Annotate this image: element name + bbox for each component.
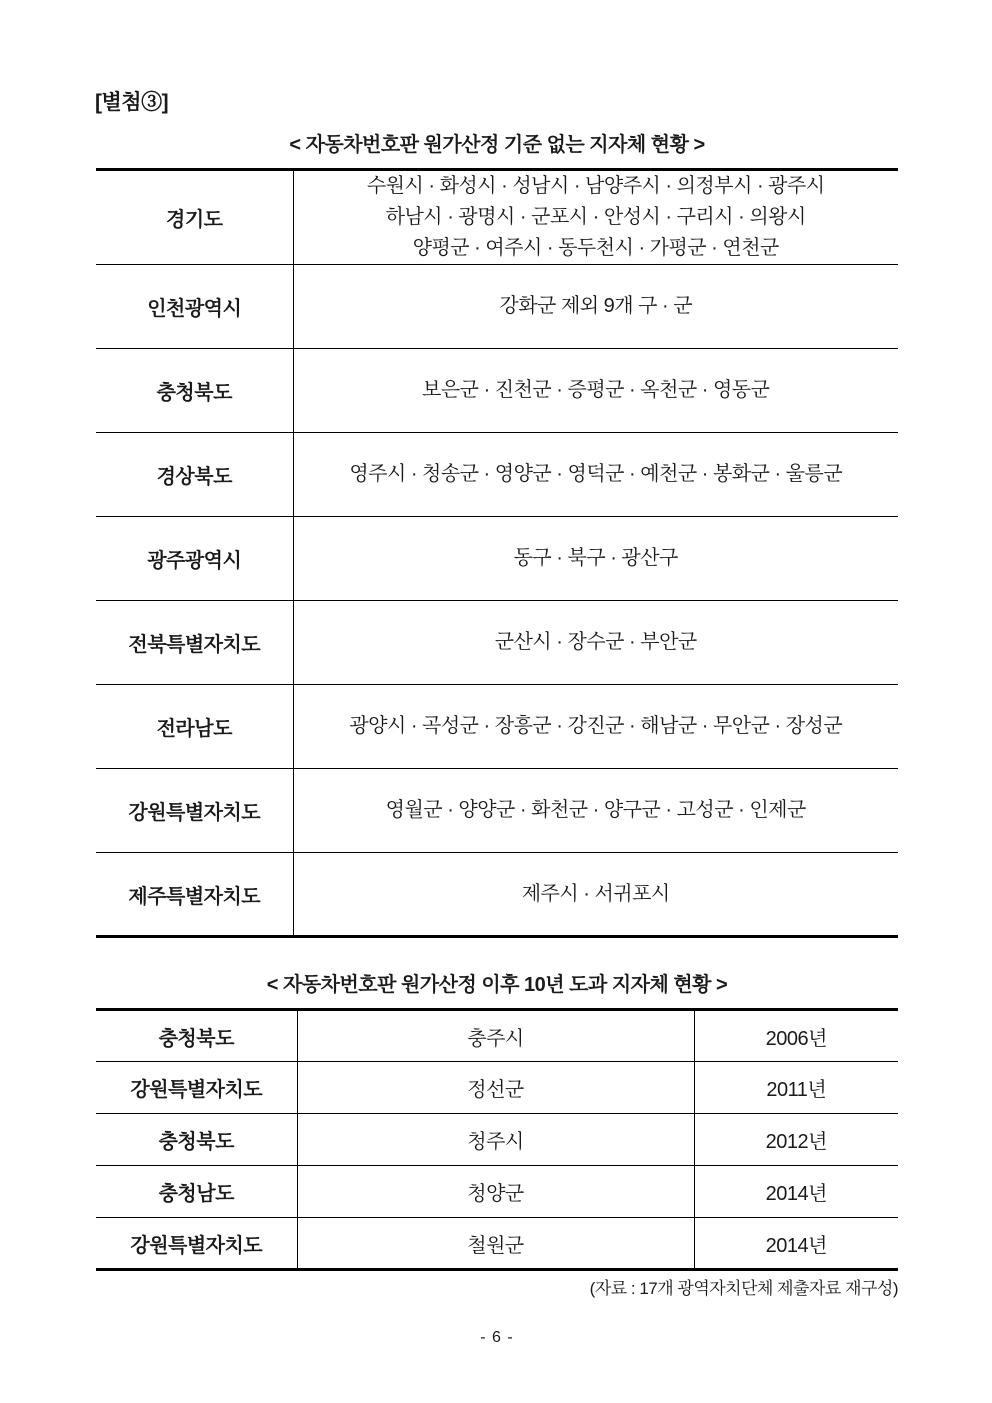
table-row xyxy=(96,1062,898,1114)
table-row xyxy=(96,433,898,517)
municipality-line: 군산시 · 장수군 · 부안군 xyxy=(494,631,697,653)
region-cell: 경기도 xyxy=(96,170,293,265)
table-row xyxy=(96,769,898,853)
table1-title: < 자동차번호판 원가산정 기준 없는 지자체 현황 > xyxy=(289,134,705,156)
municipalities-cell xyxy=(293,853,898,937)
municipalities-cell xyxy=(293,170,898,265)
municipality-cell: 충주시 xyxy=(467,1027,524,1050)
region-cell: 제주특별자치도 xyxy=(96,853,293,937)
ten-years-elapsed-table xyxy=(96,1008,898,1271)
year-cell: 2012년 xyxy=(694,1114,898,1166)
region-cell: 충청북도 xyxy=(96,349,293,433)
page-number: - 6 - xyxy=(480,1329,514,1346)
municipality-cell: 청주시 xyxy=(297,1114,694,1166)
year-cell: 2014년 xyxy=(694,1218,898,1270)
region-cell: 충청북도 xyxy=(96,1114,297,1166)
municipality-line: 보은군 · 진천군 · 증평군 · 옥천군 · 영동군 xyxy=(422,379,770,401)
year-cell: 2011년 xyxy=(694,1062,898,1114)
municipality-line: 광양시 · 곡성군 · 장흥군 · 강진군 · 해남군 · 무안군 · 장성군 xyxy=(349,715,843,737)
table2-body xyxy=(96,1010,898,1270)
table-row xyxy=(96,1114,898,1166)
source-note: (자료 : 17개 광역자치단체 제출자료 재구성) xyxy=(589,1279,898,1298)
municipality-line: 제주시 · 서귀포시 xyxy=(521,882,670,905)
municipality-line: 강화군 제외 9개 구 · 군 xyxy=(499,295,693,317)
municipality-cell: 철원군 xyxy=(297,1218,694,1270)
municipality-line: 양평군 · 여주시 · 동두천시 · 가평군 · 연천군 xyxy=(412,237,779,259)
table1-body xyxy=(96,170,898,937)
region-cell: 강원특별자치도 xyxy=(96,1062,297,1114)
table-row xyxy=(96,1166,898,1218)
table2-title: < 자동차번호판 원가산정 이후 10년 도과 지자체 현황 > xyxy=(266,974,728,996)
year-cell: 2014년 xyxy=(694,1166,898,1218)
attachment-label: [별첨③] xyxy=(95,91,169,114)
table-row xyxy=(96,685,898,769)
region-cell: 강원특별자치도 xyxy=(96,1218,297,1270)
table-row xyxy=(96,349,898,433)
year-cell: 2006년 xyxy=(694,1010,898,1062)
municipality-line: 하남시 · 광명시 · 군포시 · 안성시 · 구리시 · 의왕시 xyxy=(385,206,806,228)
municipalities-cell xyxy=(293,265,898,349)
municipality-line: 동구 · 북구 · 광산구 xyxy=(513,547,678,569)
municipality-cell: 청양군 xyxy=(297,1166,694,1218)
municipalities-cell xyxy=(293,685,898,769)
region-cell: 전라남도 xyxy=(96,685,293,769)
table-row xyxy=(96,601,898,685)
region-cell: 전북특별자치도 xyxy=(96,601,293,685)
table-row xyxy=(96,853,898,937)
municipalities-cell xyxy=(293,769,898,853)
table-row xyxy=(96,1218,898,1270)
region-cell: 충청남도 xyxy=(96,1166,297,1218)
region-cell: 강원특별자치도 xyxy=(96,769,293,853)
municipalities-cell xyxy=(293,349,898,433)
region-cell: 경상북도 xyxy=(96,433,293,517)
municipality-line: 영주시 · 청송군 · 영양군 · 영덕군 · 예천군 · 봉화군 · 울릉군 xyxy=(349,463,843,485)
region-cell: 인천광역시 xyxy=(96,265,293,349)
municipality-line: 영월군 · 양양군 · 화천군 · 양구군 · 고성군 · 인제군 xyxy=(385,799,806,821)
municipalities-cell xyxy=(293,433,898,517)
table-row xyxy=(96,1010,898,1062)
table-row xyxy=(96,265,898,349)
municipality-line: 수원시 · 화성시 · 성남시 · 남양주시 · 의정부시 · 광주시 xyxy=(366,175,825,197)
municipality-cell: 정선군 xyxy=(297,1062,694,1114)
region-cell: 광주광역시 xyxy=(96,517,293,601)
municipalities-cell xyxy=(293,517,898,601)
no-cost-basis-table xyxy=(96,168,898,938)
table-row xyxy=(96,517,898,601)
table-row xyxy=(96,170,898,265)
municipalities-cell xyxy=(293,601,898,685)
region-cell: 충청북도 xyxy=(96,1010,297,1062)
